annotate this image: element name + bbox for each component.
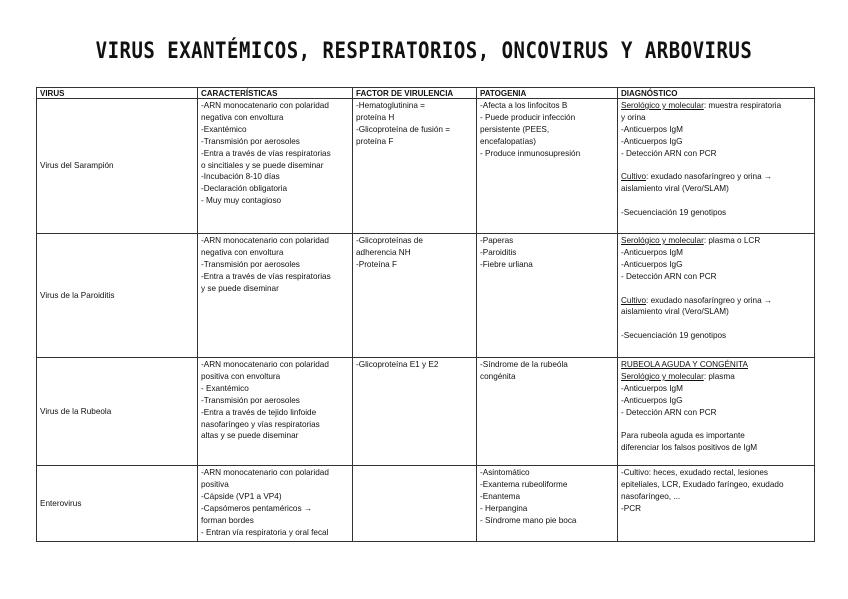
patogenia-cell <box>477 99 618 234</box>
caracteristicas-line: -Entra a través de vías respiratorias <box>201 148 331 158</box>
diagnostico-line: -Cultivo: heces, exudado rectal, lesiones <box>621 468 768 477</box>
caracteristicas-line: positiva con envoltura <box>201 371 281 381</box>
virus-name: Virus de la Paroiditis <box>40 290 115 300</box>
note-line: diferenciar los falsos positivos de IgM <box>621 443 758 453</box>
factor-line: -Hematoglutinina = <box>356 101 425 110</box>
spacer <box>621 318 811 330</box>
serologico-detail: : plasma <box>703 371 735 381</box>
spacer <box>621 160 811 172</box>
serologico-item: -Anticuerpos IgG <box>621 395 683 405</box>
caracteristicas-line: -ARN monocatenario con polaridad <box>201 468 329 477</box>
cultivo-detail: : exudado nasofaríngreo y orina → <box>646 295 773 305</box>
virus-table <box>36 87 815 542</box>
patogenia-line: - Puede producir infección <box>480 112 576 122</box>
patogenia-cell <box>477 358 618 466</box>
serologico-item: - Detección ARN con PCR <box>621 407 717 417</box>
diagnostico-line: -PCR <box>621 503 642 513</box>
serologico-line <box>621 371 811 383</box>
caracteristicas-line: -Capsómeros pentaméricos → <box>201 503 313 513</box>
patogenia-line: - Produce inmunosupresión <box>480 148 581 158</box>
serologico-label: Serológico y molecular <box>621 236 704 245</box>
cultivo-cont: aislamiento viral (Vero/SLAM) <box>621 184 729 194</box>
cultivo-label: Cultivo <box>621 295 647 305</box>
caracteristicas-line: -Incubación 8-10 días <box>201 172 280 182</box>
virus-cell <box>37 99 198 234</box>
caracteristicas-line: y se puede diseminar <box>201 283 279 293</box>
table-row <box>37 466 815 542</box>
diagnostico-cell <box>618 358 815 466</box>
factor-cell <box>353 234 477 358</box>
cultivo-detail: : exudado nasofaríngreo y orina → <box>646 172 773 182</box>
caracteristicas-line: -Entra a través de vías respiratorias <box>201 271 331 281</box>
caracteristicas-line: - Exantémico <box>201 383 249 393</box>
caracteristicas-line: -ARN monocatenario con polaridad <box>201 236 329 245</box>
header-patogenia: PATOGENIA <box>477 88 618 99</box>
diagnostico-line: nasofaríngeo, ... <box>621 491 681 501</box>
factor-line: proteína H <box>356 112 395 122</box>
caracteristicas-line: - Entran vía respiratoria y oral fecal <box>201 527 329 537</box>
serologico-label: Serológico y molecular <box>621 101 704 110</box>
patogenia-cell <box>477 234 618 358</box>
caracteristicas-line: -Exantémico <box>201 124 247 134</box>
virus-name: Virus del Sarampión <box>40 161 114 171</box>
virus-name: Enterovirus <box>40 498 82 508</box>
caracteristicas-line: -ARN monocatenario con polaridad <box>201 101 329 110</box>
secuenciacion-line: -Secuenciación 19 genotipos <box>621 208 727 218</box>
serologico-item: -Anticuerpos IgM <box>621 247 683 257</box>
virus-cell <box>37 234 198 358</box>
spacer <box>621 195 811 207</box>
serologico-line <box>621 100 811 112</box>
patogenia-line: -Fiebre urliana <box>480 259 533 269</box>
caracteristicas-line: -Transmisión por aerosoles <box>201 259 300 269</box>
caracteristicas-line: nasofaríngeo y vías respiratorias <box>201 419 320 429</box>
factor-line: proteína F <box>356 136 394 146</box>
table-row <box>37 358 815 466</box>
caracteristicas-line: o sincitiales y se puede diseminar <box>201 160 324 170</box>
virus-name: Virus de la Rubeola <box>40 406 112 416</box>
patogenia-line: -Afecta a los linfocitos B <box>480 101 568 110</box>
serologico-item: - Detección ARN con PCR <box>621 271 717 281</box>
cultivo-label: Cultivo <box>621 172 647 182</box>
caracteristicas-line: negativa con envoltura <box>201 247 284 257</box>
caracteristicas-line: positiva <box>201 479 229 489</box>
caracteristicas-line: - Muy muy contagioso <box>201 196 282 206</box>
table-row <box>37 99 815 234</box>
serologico-line <box>621 235 811 247</box>
caracteristicas-line: -Declaración obligatoria <box>201 184 288 194</box>
factor-line: adherencia NH <box>356 247 411 257</box>
header-virus: VIRUS <box>37 88 198 99</box>
patogenia-line: -Exantema rubeoliforme <box>480 479 568 489</box>
patogenia-line: - Herpangina <box>480 503 528 513</box>
cultivo-cont: aislamiento viral (Vero/SLAM) <box>621 307 729 317</box>
cultivo-line <box>621 171 811 183</box>
caracteristicas-line: -Transmisión por aerosoles <box>201 395 300 405</box>
diagnostico-cell <box>618 99 815 234</box>
diagnostico-heading-text: RUBEOLA AGUDA Y CONGÉNITA <box>621 360 748 369</box>
virus-cell <box>37 466 198 542</box>
factor-cell <box>353 99 477 234</box>
caracteristicas-line: forman bordes <box>201 515 254 525</box>
header-caracteristicas: CARACTERÍSTICAS <box>198 88 353 99</box>
caracteristicas-line: negativa con envoltura <box>201 112 284 122</box>
header-factor-virulencia: FACTOR DE VIRULENCIA <box>353 88 477 99</box>
caracteristicas-line: -Entra a través de tejido linfoide <box>201 407 317 417</box>
virus-cell <box>37 358 198 466</box>
patogenia-line: -Síndrome de la rubeóla <box>480 360 568 369</box>
serologico-item: -Anticuerpos IgG <box>621 259 683 269</box>
note-line: Para rubeola aguda es importante <box>621 431 745 441</box>
serologico-item: -Anticuerpos IgM <box>621 383 683 393</box>
caracteristicas-line: altas y se puede diseminar <box>201 431 299 441</box>
caracteristicas-line: -ARN monocatenario con polaridad <box>201 360 329 369</box>
patogenia-line: -Asintomático <box>480 468 530 477</box>
patogenia-line: congénita <box>480 371 516 381</box>
caracteristicas-cell <box>198 99 353 234</box>
diagnostico-line: epiteliales, LCR, Exudado faríngeo, exudado <box>621 479 784 489</box>
serologico-detail: : plasma o LCR <box>703 236 761 245</box>
patogenia-cell <box>477 466 618 542</box>
patogenia-line: -Paroiditis <box>480 247 517 257</box>
cultivo-line <box>621 295 811 307</box>
serologico-item: y orina <box>621 112 646 122</box>
factor-line: -Glicoproteínas de <box>356 236 423 245</box>
caracteristicas-cell <box>198 234 353 358</box>
secuenciacion-line: -Secuenciación 19 genotipos <box>621 331 727 341</box>
spacer <box>621 419 811 431</box>
patogenia-line: - Síndrome mano pie boca <box>480 515 577 525</box>
patogenia-line: -Paperas <box>480 236 514 245</box>
patogenia-line: persistente (PEES, <box>480 124 550 134</box>
factor-line: -Glicoproteína de fusión = <box>356 124 450 134</box>
factor-cell <box>353 358 477 466</box>
caracteristicas-cell <box>198 466 353 542</box>
header-diagnostico: DIAGNÓSTICO <box>618 88 815 99</box>
caracteristicas-cell <box>198 358 353 466</box>
patogenia-line: encefalopatías) <box>480 136 536 146</box>
serologico-label: Serológico y molecular <box>621 371 704 381</box>
table-row <box>37 234 815 358</box>
diagnostico-heading <box>621 359 811 371</box>
diagnostico-cell <box>618 466 815 542</box>
serologico-item: -Anticuerpos IgM <box>621 124 683 134</box>
factor-line: -Proteína F <box>356 259 397 269</box>
factor-cell <box>353 466 477 542</box>
serologico-item: -Anticuerpos IgG <box>621 136 683 146</box>
diagnostico-cell <box>618 234 815 358</box>
spacer <box>621 283 811 295</box>
serologico-item: - Detección ARN con PCR <box>621 148 717 158</box>
page-title: VIRUS EXANTÉMICOS, RESPIRATORIOS, ONCOVIRUS Y ARBOVIRUS <box>95 38 753 64</box>
serologico-detail: : muestra respiratoria <box>703 101 782 110</box>
factor-line: -Glicoproteína E1 y E2 <box>356 360 439 369</box>
caracteristicas-line: -Transmisión por aerosoles <box>201 136 300 146</box>
caracteristicas-line: -Cápside (VP1 a VP4) <box>201 491 282 501</box>
header-row <box>37 88 815 99</box>
patogenia-line: -Enantema <box>480 491 521 501</box>
